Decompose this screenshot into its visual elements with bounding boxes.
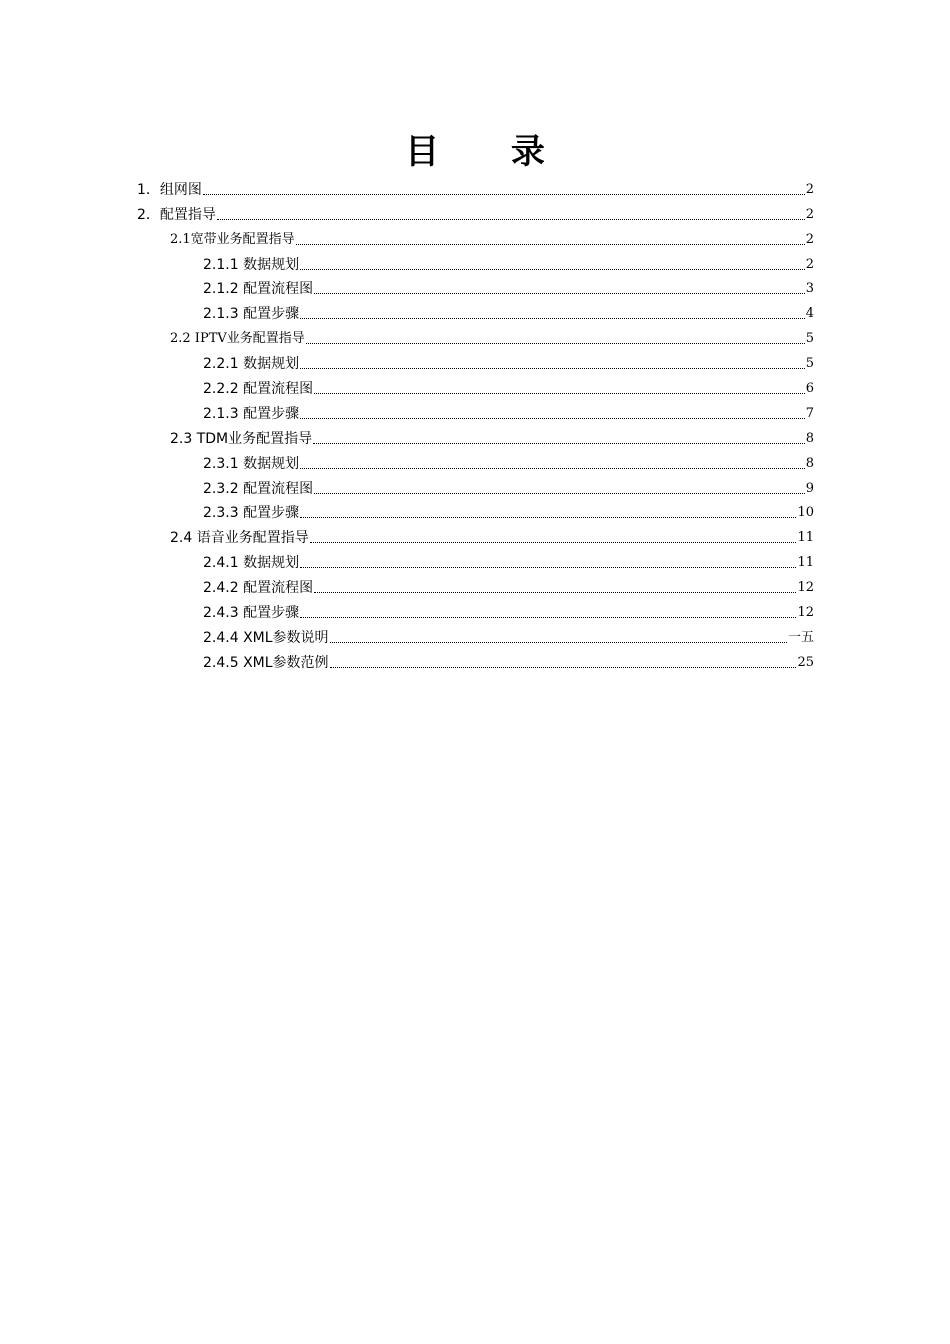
toc-entry[interactable]: [0, 598, 950, 623]
toc-entry-page: 2: [805, 256, 814, 272]
toc-entry[interactable]: [0, 275, 950, 300]
toc-entry[interactable]: [0, 623, 950, 648]
toc-entry[interactable]: [0, 499, 950, 524]
toc-entry-page: 2: [805, 231, 814, 247]
toc-entry[interactable]: [0, 573, 950, 598]
toc-entry-label: 1．组网图: [137, 181, 202, 198]
toc-entry-page: 12: [797, 605, 814, 621]
toc-dot-leader: [300, 603, 796, 623]
toc-dot-leader: [217, 205, 805, 225]
toc-entry-label: 2.3.2 配置流程图: [203, 480, 314, 497]
toc-entry-label: 2.2.2 配置流程图: [203, 381, 314, 398]
toc-entry[interactable]: [0, 374, 950, 399]
toc-entry[interactable]: [0, 424, 950, 449]
toc-dot-leader: [300, 304, 805, 324]
toc-entry-label: 2.2.1 数据规划: [203, 356, 300, 373]
toc-entry[interactable]: [0, 299, 950, 324]
toc-entry-page: 4: [805, 306, 814, 322]
toc-entry-label: 2.4.2 配置流程图: [203, 580, 314, 597]
toc-entry-page: 一五: [787, 629, 814, 645]
toc-entry[interactable]: [0, 548, 950, 573]
toc-entry-page: 9: [805, 480, 814, 496]
toc-entry[interactable]: [0, 449, 950, 474]
toc-entry-label: 2.4.5 XML参数范例: [203, 654, 329, 671]
toc-entry[interactable]: [0, 200, 950, 225]
toc-entry-label: 2.4 语音业务配置指导: [170, 530, 309, 547]
toc-list: [0, 175, 950, 673]
toc-dot-leader: [330, 653, 797, 673]
toc-entry-label: 2.1.2 配置流程图: [203, 281, 314, 298]
toc-entry-page: 12: [797, 580, 814, 596]
toc-dot-leader: [314, 379, 805, 399]
toc-dot-leader: [203, 180, 805, 200]
toc-entry-page: 5: [805, 331, 814, 347]
toc-dot-leader: [300, 255, 805, 275]
toc-dot-leader: [300, 553, 796, 573]
toc-entry-page: 25: [797, 654, 814, 670]
toc-entry-page: 8: [805, 430, 814, 446]
toc-entry[interactable]: [0, 474, 950, 499]
toc-dot-leader: [296, 230, 805, 250]
toc-entry-page: 10: [797, 505, 814, 521]
toc-entry[interactable]: [0, 523, 950, 548]
toc-entry-page: 11: [797, 530, 814, 546]
toc-entry-label: 2.3.1 数据规划: [203, 455, 300, 472]
toc-dot-leader: [306, 329, 805, 349]
toc-entry[interactable]: [0, 250, 950, 275]
toc-dot-leader: [300, 503, 796, 523]
toc-dot-leader: [330, 628, 787, 648]
toc-entry-page: 11: [797, 555, 814, 571]
toc-entry-label: 2.4.4 XML参数说明: [203, 629, 329, 646]
toc-entry-label: 2.1.3 配置步骤: [203, 405, 300, 422]
toc-entry[interactable]: [0, 399, 950, 424]
toc-dot-leader: [300, 354, 805, 374]
toc-entry-label: 2.2 IPTV业务配置指导: [170, 329, 306, 349]
toc-entry[interactable]: [0, 648, 950, 673]
toc-entry-label: 2.1.3 配置步骤: [203, 306, 300, 323]
toc-entry-label: 2.3 TDM业务配置指导: [170, 430, 313, 447]
toc-dot-leader: [300, 454, 805, 474]
toc-dot-leader: [310, 528, 797, 548]
toc-entry-page: 6: [805, 381, 814, 397]
toc-entry-label: 2.4.1 数据规划: [203, 555, 300, 572]
toc-entry-label: 2．配置指导: [137, 206, 216, 223]
toc-entry-label: 2.4.3 配置步骤: [203, 605, 300, 622]
toc-title: 目 录: [405, 132, 575, 172]
toc-entry[interactable]: [0, 349, 950, 374]
toc-entry-page: 2: [805, 181, 814, 197]
toc-entry-page: 3: [805, 281, 814, 297]
toc-entry[interactable]: [0, 225, 950, 250]
toc-entry-label: 2.1.1 数据规划: [203, 256, 300, 273]
toc-entry[interactable]: [0, 175, 950, 200]
toc-entry-page: 7: [805, 405, 814, 421]
toc-entry[interactable]: [0, 324, 950, 349]
toc-dot-leader: [314, 479, 805, 499]
toc-dot-leader: [313, 429, 805, 449]
toc-dot-leader: [300, 404, 805, 424]
toc-entry-label: 2.1宽带业务配置指导: [170, 230, 296, 250]
toc-dot-leader: [314, 279, 805, 299]
toc-entry-page: 5: [805, 356, 814, 372]
toc-entry-label: 2.3.3 配置步骤: [203, 505, 300, 522]
toc-dot-leader: [314, 578, 796, 598]
toc-entry-page: 8: [805, 455, 814, 471]
toc-entry-page: 2: [805, 206, 814, 222]
